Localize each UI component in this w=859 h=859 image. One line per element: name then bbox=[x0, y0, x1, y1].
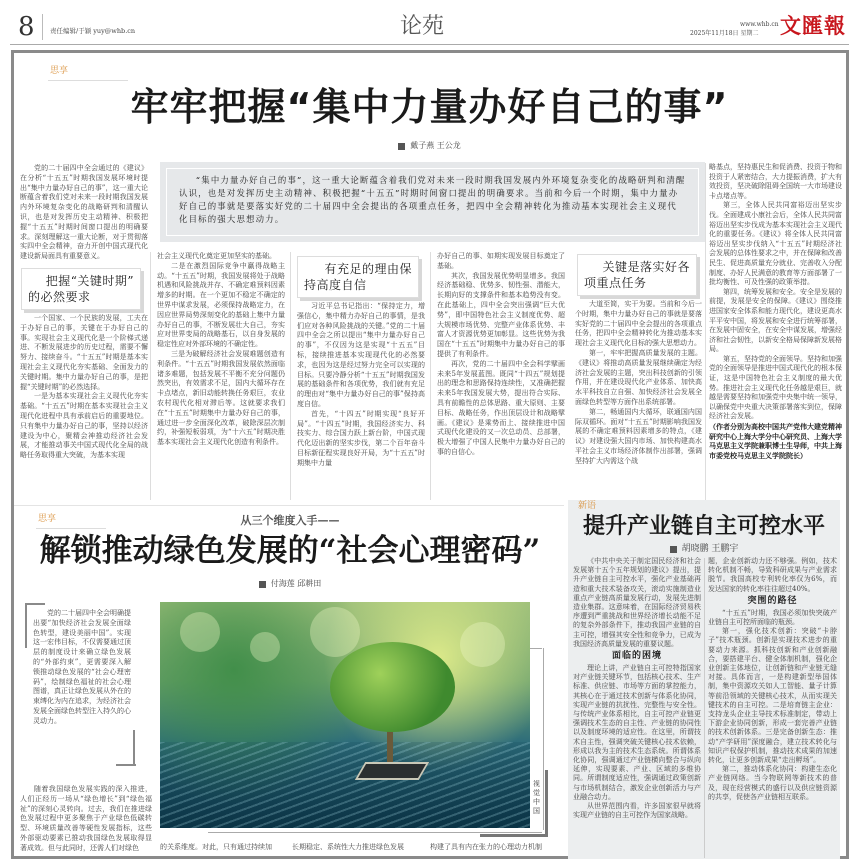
byline-square-icon bbox=[670, 546, 677, 553]
paragraph: 第二，畅通国内大循环，联通国内国际双循环。面对“十五五”时期影响我国发展的不确定难预料因素增多的特点，《建议》对建设强大国内市场、加快构建高水平社会主义市场经济体制作出部署，强调坚持扩大内需这个战 bbox=[575, 407, 702, 465]
newspaper-logo: 文匯報 bbox=[780, 13, 846, 38]
paragraph: 第五，坚持党的全面领导。坚持和加强党的全面领导是推进中国式现代化的根本保证，这是中国特色社会主义制度的最大优势。推进社会主义现代化任务越是艰巨，就越是需要坚持和加强党中央集中统一领导，以确保党中央重大决策部署落实到位，保障经济社会发展。 bbox=[709, 354, 842, 421]
header-divider bbox=[42, 14, 43, 40]
subheading-line: 持高度自信 bbox=[304, 278, 367, 292]
paragraph: 题，企业创新动力还不够强。例如，技术转化机制不畅，导致科研成果与产业需求脱节。我国高校专利转化率仅为6%，而发达国家的转化率往往超过40%。 bbox=[708, 557, 837, 593]
tree-on-circuit-photo bbox=[160, 602, 530, 828]
pull-quote-text: “集中力量办好自己的事”，这一重大论断蕴含着我们党对未来一段时期我国发展内外环境复杂变化的战略研判和清醒认识，也是对发挥历史主动精神、积极把握“十五五”时期时间窗口提出的明确要求。当前和今后一个时期，集中力量办好自己的事就是要落实好党的二十届四中全会提出的各项重点任务，把四中全会精神转化为推动基本实现社会主义现代化目标的强大思想动力。 bbox=[166, 168, 699, 236]
photo-frame-line bbox=[530, 648, 542, 649]
paragraph: 《中共中央关于制定国民经济和社会发展第十五个五年规划的建议》提出，提升产业链自主可控水平，强化产业基础再造和重大技术装备攻关，滚动实施制造业重点产业链高质量发展行动，发展先进制造业集群。这意味着，在国际经济贸易秩序遭到严重挑战和世界经济增长动能不足的复杂外部条件下，推动我国产业链的自主可控，增强其安全性和竞争力，已成为我国经济高质量发展的重要议题。 bbox=[573, 557, 701, 648]
subheading-line: 有充足的理由保 bbox=[324, 262, 412, 276]
column-divider bbox=[290, 252, 291, 500]
paragraph: 理论上讲，产业链自主可控特指国家对产业链关键环节，包括核心技术、生产标准、供应链、市场等方面的掌控能力，其核心在于通过技术创新与体系化协同，实现产业链的抗扰性、完整性与安全性。与传统产业体系相比，自主可控产业链更强调技术生态的自主性、产业链的协同性以及制度环境的适应性。在这里，所谓技术自主性，强调突破关键核心技术依赖，形成以我为主的技术生态系统。所谓体系化协同，强调通过产业链横向整合与纵向延伸，实现要素、产业、区域的多维协同。所谓制度适应性，强调通过政策创新与市场机制结合，激发企业创新活力与产业融合动力。 bbox=[573, 664, 701, 801]
page-number: 8 bbox=[18, 12, 35, 42]
subheading-line: 项重点任务 bbox=[584, 276, 647, 290]
subheading-box bbox=[21, 268, 141, 310]
bokeh-light bbox=[460, 622, 505, 667]
section-divider bbox=[14, 505, 564, 506]
byline-square-icon bbox=[259, 581, 266, 588]
photo-frame-line bbox=[543, 648, 544, 830]
article-column bbox=[709, 163, 842, 460]
paragraph: 再次，党的二十届四中全会科学擘画未来5年发展蓝图。既同“十四五”规划提出的理念和思路保持连续性，又准确把握未来5年我国发展大势，提出符合实际、具有前瞻性的总体思路、重大原则、主要目标、战略任务，作出顶层设计和战略擘画。《建议》是乘势而上、接续推进中国式现代化建设的又一次总动员、总部署，极大增强了中国人民集中力量办好自己的事的自信心。 bbox=[437, 359, 565, 456]
article-column bbox=[437, 252, 565, 458]
paragraph: 第一，牢牢把握高质量发展的主题。《建议》将推动高质量发展继续确定为经济社会发展的主题，突出科技创新的引领作用，并在建设现代化产业体系、加快高水平科技自立自强、加快经济社会发展全面绿色转型等方面作出系统部署。 bbox=[575, 348, 702, 406]
subheading: 面临的困境 bbox=[611, 651, 662, 662]
article-column bbox=[292, 843, 422, 853]
column-divider bbox=[705, 163, 706, 500]
paragraph: 从世界范围内看，许多国家很早就将实现产业链的自主可控作为国家战略。 bbox=[573, 802, 701, 820]
article-column bbox=[160, 843, 285, 853]
bracket-decoration bbox=[25, 603, 27, 648]
paragraph: 党的二十届四中全会通过的《建议》在分析“十五五”时期我国发展环境时提出“集中力量办好自己的事”，这一重大论断蕴含着我们党对未来一段时期我国发展内外环境复杂变化的战略研判和清醒认识，也是对发挥历史主动精神、积极把握“十五五”时期时间窗口提出的明确要求。深刻理解这一重大论断，对于贯彻落实四中全会精神，奋力开创中国式现代化建设新局面具有重要意义。 bbox=[20, 164, 148, 261]
article-byline bbox=[20, 579, 560, 589]
paragraph: 一个国家、一个民族的发展，工夫在于办好自己的事，关键在于办好自己的事。实现社会主义现代化是一个阶梯式递进、不断发展进步的历史过程，需要不懈努力、接续奋斗。“十五五”时期是基本实现社会主义现代化夯实基础、全面发力的关键时期。集中力量办好自己的事，是把握“关键时期”的必然选择。 bbox=[20, 314, 148, 391]
article-column bbox=[20, 164, 148, 262]
article-column bbox=[20, 314, 148, 461]
paragraph: 社会主义现代化奠定更加坚实的基础。 bbox=[157, 252, 276, 260]
tree-canopy bbox=[330, 642, 455, 732]
paragraph: 办好自己的事、如期实现发展目标奠定了基础。 bbox=[437, 252, 565, 270]
kicker-underline bbox=[48, 80, 128, 81]
bokeh-light bbox=[180, 612, 220, 652]
column-divider bbox=[150, 252, 151, 500]
author-note: （作者分别为高校中国共产党伟大建党精神研究中心上海大学分中心研究员、上海大学马克思主义学院兼职博士生导师，中共上海市委党校马克思主义学院院长） bbox=[709, 422, 842, 460]
paragraph: “十五五”时期，我国必须加快突破产业链自主可控所面临的瓶颈。 bbox=[708, 608, 837, 627]
paragraph: 一是为基本实现社会主义现代化夯实基础。“十五五”时期在基本实现社会主义现代化进程中具有承前启后的重要地位。只有集中力量办好自己的事，坚持以经济建设为中心，聚精会神推动经济社会发展，才能推动事关中国式现代化全局的战略任务取得重大突破，为基本实现 bbox=[20, 392, 148, 460]
bokeh-light bbox=[250, 632, 280, 662]
subheading-box bbox=[297, 256, 419, 298]
site-url[interactable]: www.whb.cn bbox=[740, 21, 779, 28]
header-rule bbox=[10, 44, 849, 45]
paragraph: 第一，强化技术创新：突破“卡脖子”技术瓶颈。创新是实现技术进步的重要动力来源。抓科技创新和产业创新融合，要搭建平台、健全体制机制，强化企业创新主体地位，让创新链和产业链无缝对接。具体而言，一是构建新型举国体制，集中资源攻关如人工智能、量子计算等前沿领域的关键核心技术，从而实现关键技术的自主可控。二是培育链主企业：支持龙头企业主导技术标准制定，带动上下游企业协同创新，形成一套完善产业链的技术创新体系。三是完备创新生态：推动“产学研用”深度融合，建立技术转化与知识产权保护机制，推动技术成果的加速转化，让更多创新成果“走出孵场”。 bbox=[708, 627, 837, 765]
column-divider bbox=[704, 558, 705, 858]
byline-authors: 付海莲 邱耕田 bbox=[270, 579, 322, 588]
pull-quote-box bbox=[160, 162, 705, 242]
photo-frame-line bbox=[480, 834, 545, 837]
paragraph: 习近平总书记指出：“保持定力，增强信心，集中精力办好自己的事情，是我们应对各种风险挑战的关键。”党的二十届四中全会之所以提出“集中力量办好自己的事”，不仅因为这是实现“十五五”目标，接续推进基本实现现代化的必然要求，也因为这是经过努力完全可以实现的目标。只要冷静分析“十五五”时期我国发展的基础条件和各项优势，我们就有充足的理由对“集中力量办好自己的事”保持高度自信。 bbox=[297, 302, 425, 408]
article-column bbox=[575, 300, 702, 467]
paragraph: 二是在激烈国际竞争中赢得战略主动。“十五五”时期，我国发展将处于战略机遇和风险挑战并存、不确定难预料因素增多的时期。在一个更加不稳定不确定的世界中谋求发展，必须保持战略定力，在因应世界局势深刻变化的基础上集中力量办好自己的事，不断发展壮大自己，夯实应对世界变局的战略基石，以自身发展的稳定性应对外部环境的不确定性。 bbox=[157, 261, 285, 349]
column-kicker: 新语 bbox=[578, 501, 597, 511]
editor-credit: 责任编辑/于颖 yuy@whb.cn bbox=[50, 27, 136, 35]
paragraph: 第三，全体人民共同富裕迈出坚实步伐。全面建成小康社会后，全体人民共同富裕迈出坚实步伐成为基本实现社会主义现代化的重要任务。《建议》将全体人民共同富裕迈出坚实步伐纳入“十五五”时期经济社会发展的总体性要求之中，并在保障和改善民生、促进高质量充分就业、完善收入分配制度、办好人民满意的教育等方面部署了一批均衡性、可及性强的政策举措。 bbox=[709, 201, 842, 287]
bracket-decoration bbox=[116, 764, 136, 766]
paragraph: 随着我国绿色发展实践的深入推进，人们正经历一场从“绿色增长”到“绿色福祉”的深刻心灵转向。过去，我们在推进绿色发展过程中更多聚焦于产业绿色低碳转型、环境质量改善等硬性发展指标，这些外部驱动要素已推动我国绿色发展取得显著成效。但与此同时，还需人们对绿色 bbox=[20, 785, 152, 852]
article-column bbox=[430, 843, 560, 853]
article-column bbox=[157, 252, 285, 448]
photo-frame-line bbox=[208, 832, 542, 833]
microchip bbox=[355, 762, 429, 780]
paragraph: 长期稳定、系统性大力推进绿色发展 bbox=[292, 843, 404, 851]
article-headline: 牢牢把握“集中力量办好自己的事” bbox=[130, 85, 729, 129]
paragraph: 构建了具有内在张力的心理动力机制 bbox=[430, 843, 542, 851]
article-column bbox=[573, 557, 701, 820]
article-byline bbox=[568, 544, 840, 554]
column-kicker: 思享 bbox=[50, 66, 69, 76]
paragraph: 第二，推动体系化协同：构建生态化产业链网络。当今物联网等新技术的普及，现在经营模式的盛行以及供应链资源的共享，促使各产业链相互联系。 bbox=[708, 765, 837, 801]
bracket-decoration bbox=[133, 730, 135, 765]
section-title: 论苑 bbox=[400, 14, 445, 39]
article-headline: 解锁推动绿色发展的“社会心理密码” bbox=[39, 533, 541, 569]
subheading-line: 关键是落实好各 bbox=[602, 260, 690, 274]
paragraph: 三是为破解经济社会发展难题创造有利条件。“十五五”时期我国发展依然面临诸多难题，包括发展不平衡不充分问题仍然突出，有效需求不足，国内大循环存在卡点堵点，新旧动能转换任务艰巨，农业农村现代化相对滞后等。这就要求我们在“十五五”时期集中力量办好自己的事，通过进一步全面深化改革，破除深层次制约，补强短板弱项，为“十六五”时期决胜基本实现社会主义现代化创造有利条件。 bbox=[157, 349, 285, 447]
paragraph: 首先，“十四五”时期实现“良好开局”。“十四五”时期，我国经济实力、科技实力、综合国力跃上新台阶，中国式现代化迈出新的坚实步伐，第二个百年奋斗目标新征程实现良好开局，为“十五五”时期集中力量 bbox=[297, 409, 425, 467]
article-column bbox=[708, 557, 837, 802]
byline-square-icon bbox=[398, 143, 405, 150]
photo-credit: 视觉中国 bbox=[533, 780, 540, 815]
article-intro bbox=[33, 609, 131, 727]
column-kicker: 思享 bbox=[38, 514, 57, 524]
subheading-line: 的必然要求 bbox=[28, 290, 91, 304]
intro-text: 党的二十届四中全会明确提出要“加快经济社会发展全面绿色转型，建设美丽中国”。实现这一宏伟目标，不仅需要通过顶层的制度设计来确立绿色发展的“外部约束”，更需要深入解锁推动绿色发展的“社会心理密码”，绘制绿色福祉的社会心理图谱，真正让绿色发展从外在的束缚化为内在追求，为经济社会发展全面绿色转型注入持久的心灵动力。 bbox=[33, 609, 131, 725]
subheading-box bbox=[577, 254, 697, 296]
article-pre-title: 从三个维度入手—— bbox=[240, 514, 340, 527]
bokeh-light bbox=[310, 607, 360, 657]
byline-authors: 戴子燕 王公龙 bbox=[410, 141, 461, 150]
paragraph: 其次，我国发展优势明显增多。我国经济基础稳、优势多、韧性强、潜能大，长期向好的支撑条件和基本趋势没有变。在此基础上，四中全会突出强调“巨大优势”，即中国特色社会主义制度优势、超大规模市场优势、完整产业体系优势、丰富人才资源优势更加彰显。这些优势为我国在“十五五”时期集中力量办好自己的事提供了有利条件。 bbox=[437, 271, 565, 358]
article-byline bbox=[0, 141, 859, 151]
article-headline: 提升产业链自主可控水平 bbox=[582, 513, 825, 539]
photo-frame-line bbox=[545, 770, 548, 837]
paragraph: 略基点，坚持惠民生和促消费、投资于物和投资于人紧密结合，大力提振消费，扩大有效投资，坚决破除阻碍全国统一大市场建设卡点堵点等。 bbox=[709, 163, 842, 200]
subheading-line: 把握“关键时期” bbox=[45, 274, 134, 288]
issue-date: 2025年11月18日 星期二 bbox=[690, 30, 759, 37]
article-column bbox=[297, 302, 425, 469]
kicker-underline bbox=[36, 528, 106, 529]
circuit-board bbox=[160, 742, 530, 828]
paragraph: 大道至简，实干为要。当前和今后一个时期，集中力量办好自己的事就是要落实好党的二十届四中全会提出的各项重点任务，把四中全会精神转化为推动基本实现社会主义现代化目标的强大思想动力。 bbox=[575, 300, 702, 348]
byline-authors: 胡晓鹏 王鹏宇 bbox=[681, 544, 739, 554]
article-column bbox=[20, 785, 152, 854]
subheading: 突围的路径 bbox=[747, 595, 798, 606]
column-divider bbox=[430, 252, 431, 500]
bracket-decoration bbox=[25, 603, 45, 605]
paragraph: 的关系维度。对此，只有通过持续加 bbox=[160, 843, 272, 851]
paragraph: 第四，统筹发展和安全。安全是发展的前提，发展是安全的保障。《建议》围绕推进国家安全体系和能力现代化，建设更高水平平安中国，将发展和安全进行统筹部署，在发展中固安全，在安全中谋发展，增强经济和社会韧性，以新安全格局保障新发展格局。 bbox=[709, 287, 842, 354]
